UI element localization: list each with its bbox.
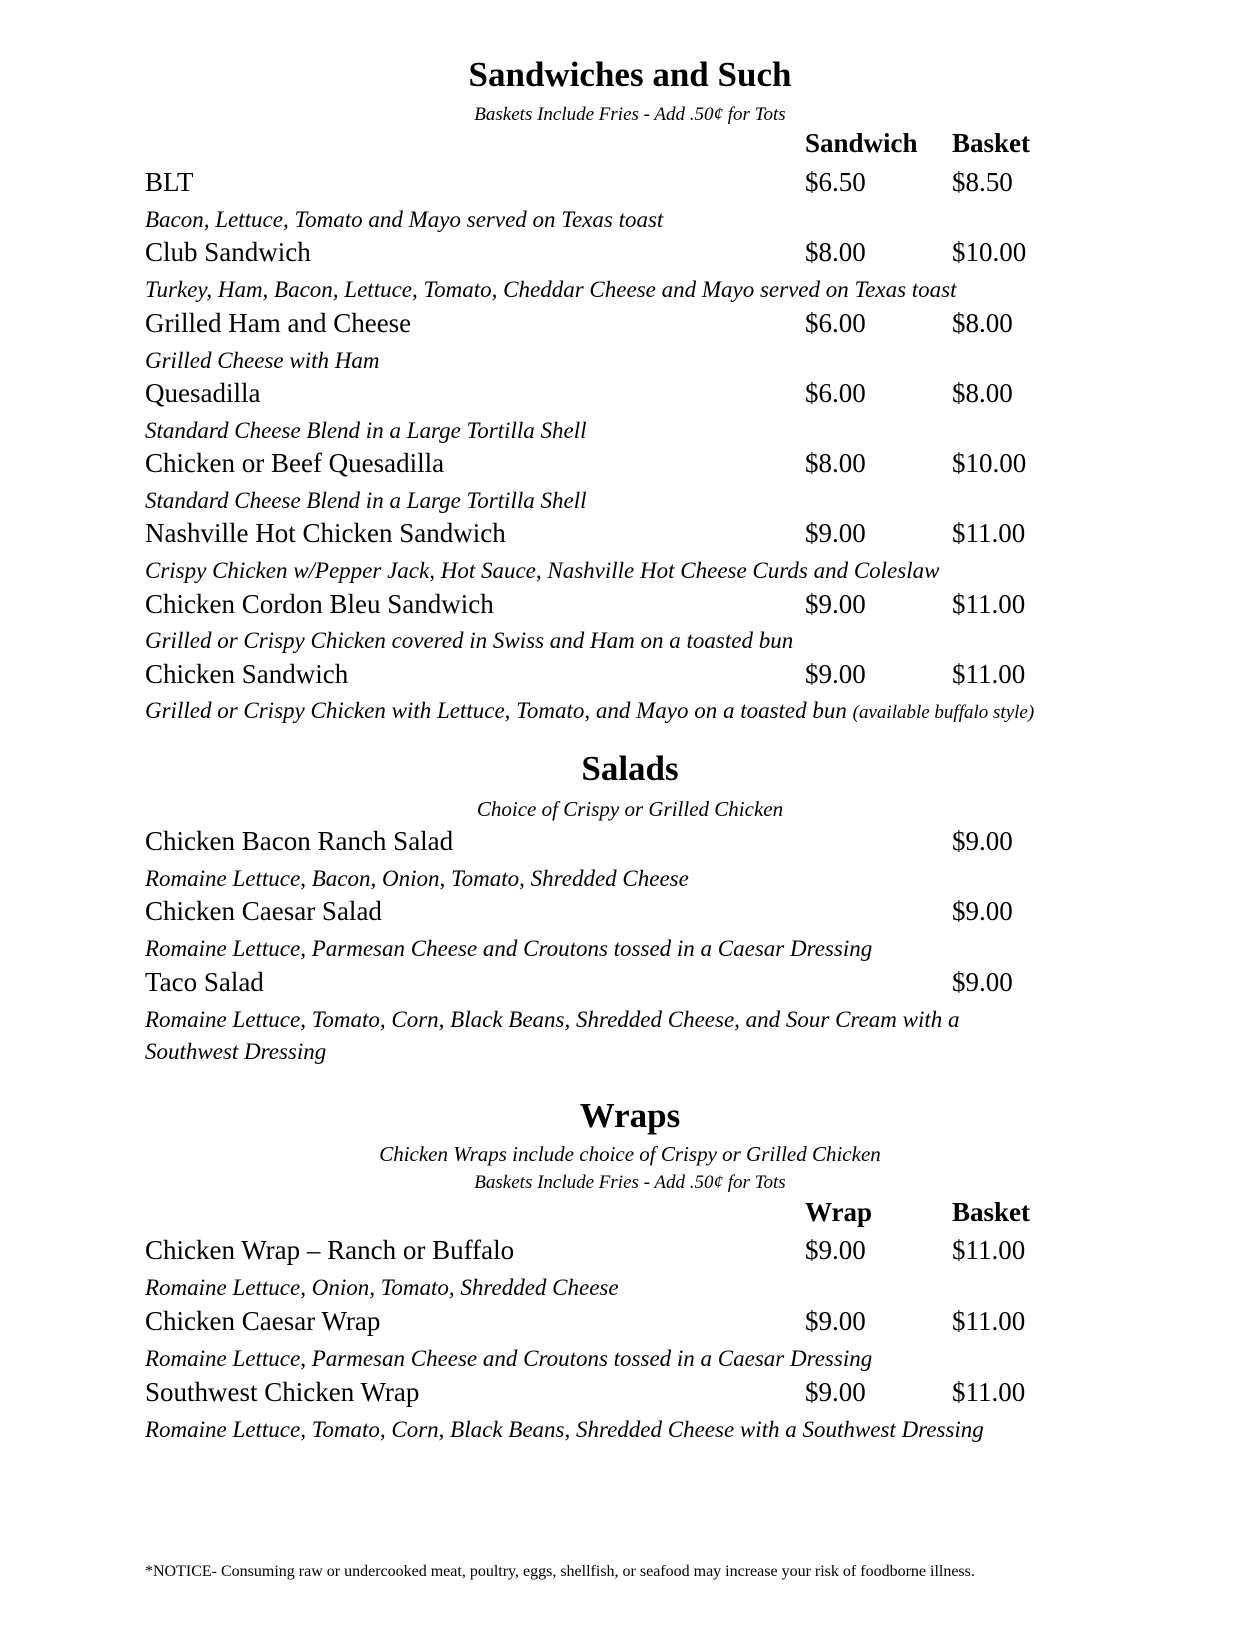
sandwich-price: $9.00 [805,589,866,619]
food-safety-notice: *NOTICE- Consuming raw or undercooked meat, poultry, eggs, shellfish, or seafood may increase your risk of foodborne illness. [145,1563,975,1580]
item-name: Chicken Sandwich [145,659,349,689]
item-description: Grilled or Crispy Chicken covered in Swiss and Ham on a toasted bun [145,628,794,653]
basket-price: $11.00 [952,659,1026,689]
item-name: Chicken Caesar Wrap [145,1306,381,1336]
sandwich-price: $8.00 [805,237,866,267]
wraps-title: Wraps [579,1096,681,1135]
item-description-note: (available buffalo style) [852,702,1035,723]
item-name: Chicken Wrap – Ranch or Buffalo [145,1235,515,1265]
item-description: Grilled Cheese with Ham [145,348,380,373]
item-name: Taco Salad [145,967,264,997]
basket-price: $8.00 [952,308,1013,338]
item-name: Chicken Cordon Bleu Sandwich [145,589,494,619]
item-name: Chicken Bacon Ranch Salad [145,826,454,856]
basket-price: $10.00 [952,448,1027,478]
sandwich-price: $6.50 [805,167,866,197]
salad-price: $9.00 [952,967,1013,997]
sandwich-price: $9.00 [805,659,866,689]
col-header-wrap: Wrap [805,1197,873,1227]
item-name: Grilled Ham and Cheese [145,308,412,338]
basket-price: $11.00 [952,1235,1026,1265]
col-header-basket: Basket [952,128,1031,158]
basket-price: $11.00 [952,518,1026,548]
item-description: Romaine Lettuce, Bacon, Onion, Tomato, Shredded Cheese [145,866,689,891]
wraps-subtitle-2: Baskets Include Fries - Add .50¢ for Tots [474,1172,786,1193]
wrap-price: $9.00 [805,1377,866,1407]
item-name: Quesadilla [145,378,261,408]
wraps-subtitle: Chicken Wraps include choice of Crispy or Grilled Chicken [379,1142,881,1166]
item-name: Southwest Chicken Wrap [145,1377,420,1407]
item-description [145,698,1034,724]
wrap-price: $9.00 [805,1235,866,1265]
salad-price: $9.00 [952,896,1013,926]
sandwich-price: $6.00 [805,308,866,338]
item-name: BLT [145,167,194,197]
sandwiches-title: Sandwiches and Such [468,55,792,94]
item-description: Romaine Lettuce, Tomato, Corn, Black Beans, Shredded Cheese with a Southwest Dressing [145,1417,984,1442]
sandwich-price: $8.00 [805,448,866,478]
item-name: Club Sandwich [145,237,311,267]
item-description-line2: Southwest Dressing [145,1039,327,1064]
item-description: Standard Cheese Blend in a Large Tortilla Shell [145,418,587,443]
sandwich-price: $6.00 [805,378,866,408]
basket-price: $10.00 [952,237,1027,267]
basket-price: $11.00 [952,589,1026,619]
item-description: Romaine Lettuce, Parmesan Cheese and Croutons tossed in a Caesar Dressing [145,1346,873,1371]
basket-price: $11.00 [952,1306,1026,1336]
salads-title: Salads [581,749,679,788]
item-name: Nashville Hot Chicken Sandwich [145,518,506,548]
wrap-price: $9.00 [805,1306,866,1336]
item-description-text: Grilled or Crispy Chicken with Lettuce, Tomato, and Mayo on a toasted bun [145,698,847,723]
sandwiches-subtitle: Baskets Include Fries - Add .50¢ for Tots [474,104,786,125]
basket-price: $8.00 [952,378,1013,408]
item-description: Turkey, Ham, Bacon, Lettuce, Tomato, Cheddar Cheese and Mayo served on Texas toast [145,277,957,302]
col-header-basket: Basket [952,1197,1031,1227]
basket-price: $8.50 [952,167,1013,197]
item-description: Bacon, Lettuce, Tomato and Mayo served on Texas toast [145,207,664,232]
salads-subtitle: Choice of Crispy or Grilled Chicken [476,797,784,821]
item-description: Standard Cheese Blend in a Large Tortilla Shell [145,488,587,513]
item-name: Chicken Caesar Salad [145,896,382,926]
sandwich-price: $9.00 [805,518,866,548]
basket-price: $11.00 [952,1377,1026,1407]
salad-price: $9.00 [952,826,1013,856]
item-description: Romaine Lettuce, Parmesan Cheese and Croutons tossed in a Caesar Dressing [145,936,873,961]
item-name: Chicken or Beef Quesadilla [145,448,445,478]
item-description: Crispy Chicken w/Pepper Jack, Hot Sauce, Nashville Hot Cheese Curds and Coleslaw [145,558,940,583]
item-description: Romaine Lettuce, Onion, Tomato, Shredded Cheese [145,1275,619,1300]
item-description: Romaine Lettuce, Tomato, Corn, Black Beans, Shredded Cheese, and Sour Cream with a [145,1007,960,1032]
col-header-sandwich: Sandwich [805,128,918,158]
